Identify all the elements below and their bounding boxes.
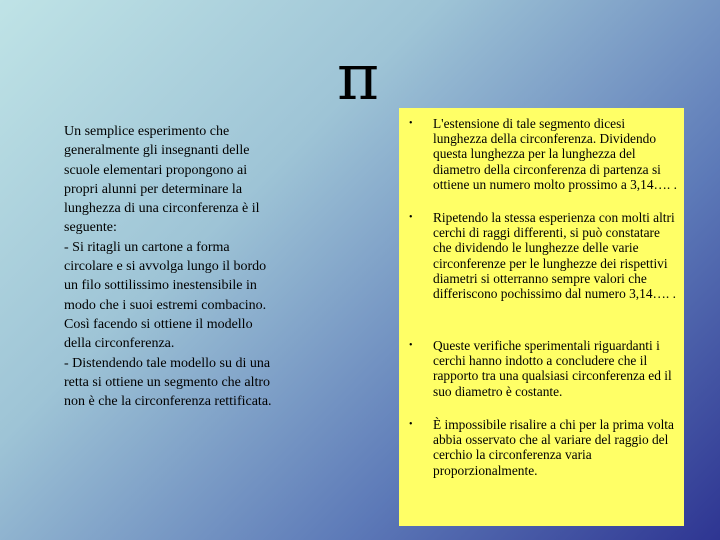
bullet-dot-icon: • [409, 419, 413, 430]
bullet-text: Queste verifiche sperimentali riguardanti i cerchi hanno indotto a concludere che il rapporto tra una qualsiasi circonferenza ed il suo diametro è costante. [433, 338, 672, 399]
bullet-dot-icon: • [409, 118, 413, 129]
bullet-text: L'estensione di tale segmento dicesi lunghezza della circonferenza. Dividendo questa lunghezza per la lunghezza del diametro della circonferenza di partenza si ottiene un numero molto prossimo a 3,14…. . [433, 116, 677, 192]
bullet-text: È impossibile risalire a chi per la prima volta abbia osservato che al variare del raggio del cerchio la circonferenza varia proporzionalmente. [433, 417, 674, 478]
bullet-dot-icon: • [409, 340, 413, 351]
bullet-dot-icon: • [409, 212, 413, 223]
bullet-text: Ripetendo la stessa esperienza con molti altri cerchi di raggi differenti, si può constatare che dividendo le lunghezze delle varie circonferenze per le lunghezze dei rispettivi diametri si otterranno sempre valori che differiscono pochissimo dal numero 3,14…. . [433, 210, 676, 302]
yellow-text-box [399, 108, 684, 526]
slide-title: π [336, 41, 380, 115]
left-paragraph: Un semplice esperimento che generalmente gli insegnanti delle scuole elementari propongono ai propri alunni per determinare la lunghezza di una circonferenza è il seguente: - Si ritagli un cartone a forma circolare e si avvolga lungo il bordo un filo sottilissimo inestensibile in modo che i suoi estremi combacino. Così facendo si ottiene il modello della circonferenza. - Distendendo tale modello su di una retta si ottiene un segmento che altro non è che la circonferenza rettificata. [64, 124, 272, 410]
